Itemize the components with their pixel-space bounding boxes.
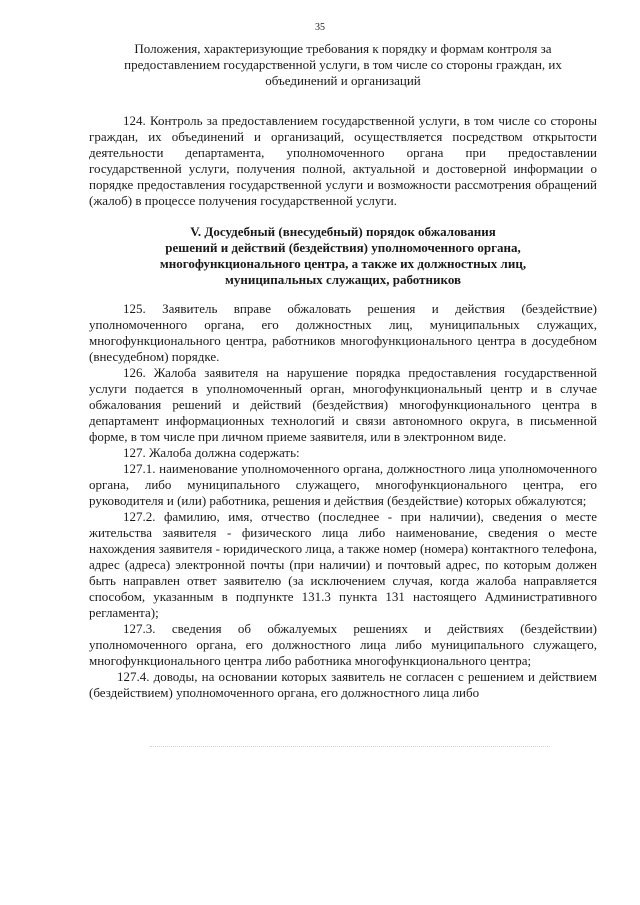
paragraph-127-4: 127.4. доводы, на основании которых заявитель не согласен с решением и действием (бездействием) уполномоченного органа, его должностного лица либо	[89, 669, 597, 700]
paragraph-124: 124. Контроль за предоставлением государственной услуги, в том числе со стороны граждан, их объединений и организаций, осуществляется посредством открытости деятельности департамента, уполномоченного органа при предоставлении государственной услуги, получения полной, актуальной и достоверной информации о порядке предоставления государственной услуги и возможности рассмотрения обращений (жалоб) в процессе получения государственной услуги.	[89, 113, 597, 208]
paragraph-127: 127. Жалоба должна содержать:	[123, 445, 300, 460]
chapter-title-line: многофункционального центра, а также их должностных лиц,	[159, 256, 527, 271]
chapter-title-line: V. Досудебный (внесудебный) порядок обжалования	[190, 224, 496, 239]
scan-artifact	[150, 746, 550, 748]
paragraph-126: 126. Жалоба заявителя на нарушение порядка предоставления государственной услуги подается в уполномоченный орган, многофункциональный центр и в случае обжалования решений и действий (бездействия) многофункционального центра в департамент информационных технологий и связи автономного округа, в письменной форме, в том числе при личном приеме заявителя, или в электронном виде.	[89, 365, 597, 444]
section-heading-line: объединений и организаций	[265, 73, 421, 88]
page-number: 35	[315, 22, 325, 33]
paragraph-125: 125. Заявитель вправе обжаловать решения и действия (бездействие) уполномоченного органа, его должностных лиц, муниципальных служащих, многофункционального центра, работников многофункционального центра в досудебном (внесудебном) порядке.	[89, 301, 597, 364]
paragraph-127-2: 127.2. фамилию, имя, отчество (последнее - при наличии), сведения о месте жительства заявителя - физического лица либо наименование, сведения о месте нахождения заявителя - юридического лица, а также номер (номера) контактного телефона, адрес (адреса) электронной почты (при наличии) и почтовый адрес, по которым должен быть направлен ответ заявителю (за исключением случая, когда жалоба направляется способом, указанным в подпункте 131.3 пункта 131 настоящего Административного регламента);	[89, 509, 597, 620]
section-heading-line: предоставлением государственной услуги, в том числе со стороны граждан, их	[124, 57, 562, 72]
chapter-title-line: решений и действий (бездействия) уполномоченного органа,	[165, 240, 521, 255]
section-heading	[89, 41, 597, 89]
paragraph-127-3: 127.3. сведения об обжалуемых решениях и действиях (бездействии) уполномоченного органа, его должностного лица либо муниципального служащего, многофункционального центра либо работника многофункционального центра;	[89, 621, 597, 668]
page-content	[89, 41, 597, 701]
chapter-title	[89, 224, 597, 288]
chapter-title-line: муниципальных служащих, работников	[224, 272, 462, 287]
section-heading-line: Положения, характеризующие требования к порядку и формам контроля за	[134, 41, 552, 56]
paragraph-127-1: 127.1. наименование уполномоченного органа, должностного лица уполномоченного органа, либо муниципального служащего, многофункционального центра, его руководителя и (или) работника, решения и действия (бездействие) которых обжалуются;	[89, 461, 597, 508]
